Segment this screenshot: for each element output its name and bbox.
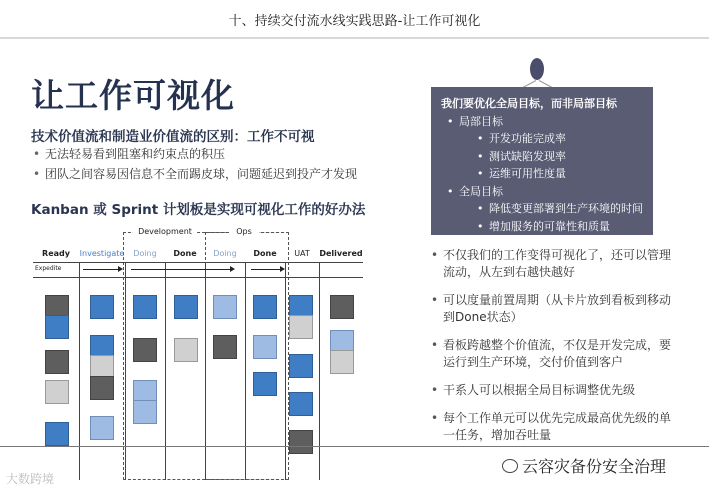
kanban-card[interactable] (133, 400, 157, 424)
local-goal-item: • 运维可用性度量 (441, 165, 643, 183)
watermark-left: 大数跨境 (6, 472, 55, 486)
right-bullet: • 看板跨越整个价值流，不仅是开发完成，要运行到生产环境，交付价值到客户 (431, 337, 671, 371)
kanban-card[interactable] (253, 372, 277, 396)
left-bullet: • 无法轻易看到阻塞和约束点的积压 (33, 144, 357, 164)
column-divider (285, 262, 286, 480)
header-divider (0, 37, 709, 39)
pin-icon (530, 58, 544, 80)
footer-divider (0, 446, 709, 447)
kanban-card[interactable] (90, 376, 114, 400)
column-divider (79, 262, 80, 480)
kanban-card[interactable] (289, 354, 313, 378)
column-divider (245, 262, 246, 480)
group-label-development: Development (133, 227, 197, 236)
expedite-arrow (251, 269, 281, 270)
column-divider (165, 262, 166, 480)
column-header-delivered: Delivered (319, 249, 363, 258)
global-goal-item: • 降低变更部署到生产环境的时间 (441, 200, 643, 218)
right-bullets (431, 247, 671, 444)
expedite-lane-rule (33, 277, 363, 278)
kanban-card[interactable] (45, 350, 69, 374)
subheading: 技术价值流和制造业价值流的区别：工作不可视 (31, 129, 315, 145)
board-header-rule (33, 262, 363, 263)
column-divider (319, 262, 320, 480)
slide-title: 让工作可视化 (31, 76, 235, 115)
kanban-card[interactable] (174, 338, 198, 362)
left-bullets (33, 144, 357, 184)
kanban-card[interactable] (253, 295, 277, 319)
wechat-icon (502, 459, 518, 473)
kanban-card[interactable] (289, 392, 313, 416)
goals-panel-heading: 我们要优化全局目标，而非局部目标 (441, 97, 617, 110)
column-header-dev-doing: Doing (133, 249, 157, 258)
kanban-card[interactable] (213, 295, 237, 319)
watermark-right (502, 454, 666, 477)
group-label-ops: Ops (229, 227, 259, 236)
column-divider (205, 262, 206, 480)
kanban-card[interactable] (45, 422, 69, 446)
goals-panel (431, 87, 653, 235)
expedite-label: Expedite (35, 265, 62, 272)
column-header-investigate: Investigate (79, 249, 125, 258)
local-goal-item: • 开发功能完成率 (441, 130, 643, 148)
kanban-card[interactable] (133, 295, 157, 319)
kanban-card[interactable] (45, 315, 69, 339)
column-header-ready: Ready (42, 249, 70, 258)
page-header (0, 0, 709, 38)
subheading-kanban: Kanban 或 Sprint 计划板是实现可视化工作的好办法 (31, 202, 366, 218)
expedite-arrow (83, 269, 119, 270)
kanban-card[interactable] (174, 295, 198, 319)
right-bullet: • 每个工作单元可以优先完成最高优先级的单一任务，增加吞吐量 (431, 410, 671, 444)
kanban-card[interactable] (330, 350, 354, 374)
watermark-right-text: 云容灾备份安全治理 (522, 457, 667, 476)
column-header-dev-done: Done (173, 249, 197, 258)
kanban-card[interactable] (213, 335, 237, 359)
local-goal-item: • 测试缺陷发现率 (441, 148, 643, 166)
right-bullet: • 干系人可以根据全局目标调整优先级 (431, 382, 671, 399)
kanban-card[interactable] (289, 315, 313, 339)
local-goals-label: • 局部目标 (441, 113, 643, 131)
global-goals-label: • 全局目标 (441, 183, 643, 201)
column-header-uat: UAT (294, 249, 310, 258)
left-bullet: • 团队之间容易因信息不全而踢皮球，问题延迟到投产才发现 (33, 164, 357, 184)
kanban-card[interactable] (45, 380, 69, 404)
page-header-title: 十、持续交付流水线实践思路-让工作可视化 (228, 14, 481, 29)
expedite-arrow (131, 269, 231, 270)
right-bullet: • 不仅我们的工作变得可视化了，还可以管理流动，从左到右越快越好 (431, 247, 671, 281)
kanban-board (33, 227, 363, 480)
column-header-ops-doing: Doing (213, 249, 237, 258)
column-header-ops-done: Done (253, 249, 277, 258)
slide (3, 40, 706, 492)
kanban-card[interactable] (133, 338, 157, 362)
kanban-card[interactable] (253, 335, 277, 359)
right-bullet: • 可以度量前置周期（从卡片放到看板到移动到Done状态） (431, 292, 671, 326)
kanban-card[interactable] (90, 416, 114, 440)
global-goal-item: • 增加服务的可靠性和质量 (441, 218, 643, 236)
kanban-card[interactable] (90, 295, 114, 319)
kanban-card[interactable] (289, 430, 313, 454)
kanban-card[interactable] (330, 295, 354, 319)
column-divider (125, 262, 126, 480)
